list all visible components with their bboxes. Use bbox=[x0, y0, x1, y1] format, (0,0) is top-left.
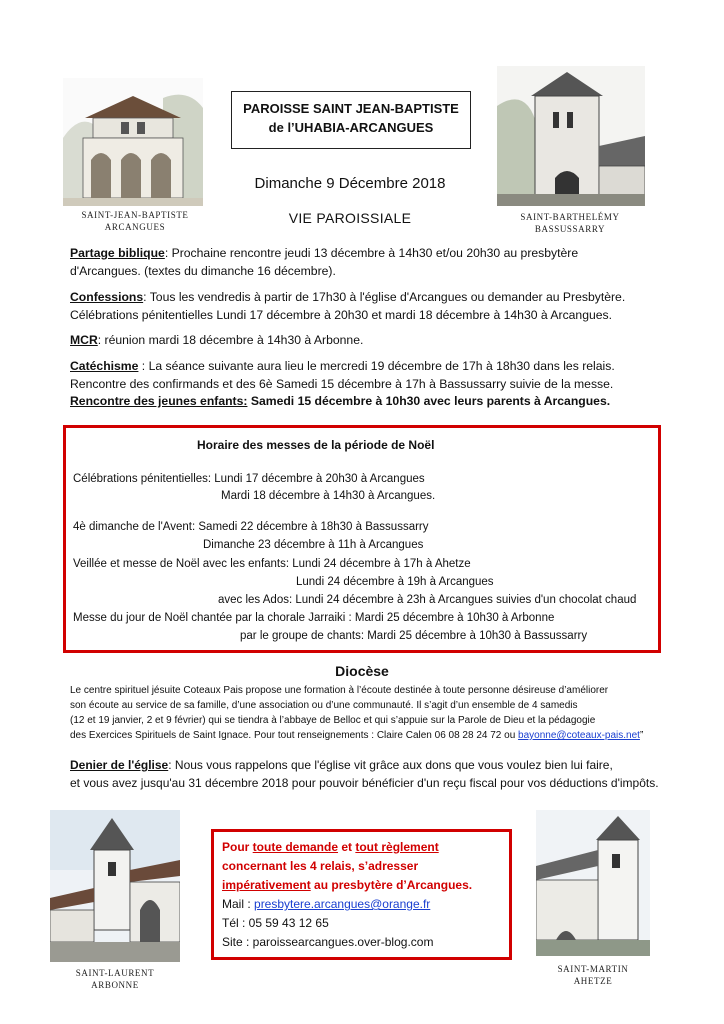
contact-box bbox=[211, 829, 512, 960]
jeunes-label: Rencontre des jeunes enfants: bbox=[70, 394, 248, 408]
diocese-line2: son écoute au service de sa famille, d’une association ou d’une communauté. Il s’agit d’un ensemble de 4 samedis bbox=[70, 700, 578, 711]
caption-line2: ARCANGUES bbox=[104, 222, 166, 232]
denier-text1: : Nous vous rappelons que l'église vit grâce aux dons que vous voulez bien lui faire, bbox=[168, 758, 613, 772]
caption-line1: SAINT-LAURENT bbox=[75, 968, 155, 978]
contact-pour: Pour bbox=[222, 840, 253, 854]
catechisme-label: Catéchisme bbox=[70, 359, 139, 373]
parish-title-line2: de l’UHABIA-ARCANGUES bbox=[268, 120, 434, 135]
caption-line2: BASSUSSARRY bbox=[534, 224, 606, 234]
church-photo-saint-martin bbox=[536, 810, 650, 956]
contact-line1 bbox=[222, 838, 501, 857]
schedule-line: 4è dimanche de l'Avent: Samedi 22 décembre à 18h30 à Bassussarry bbox=[73, 521, 429, 533]
catechisme-text2: Rencontre des confirmands et des 6è Samedi 15 décembre à 17h à Bassussarry suivie de la messe. bbox=[70, 376, 614, 391]
mcr bbox=[70, 332, 670, 350]
contact-line3-end: au presbytère d’Arcangues. bbox=[310, 878, 473, 892]
partage-label: Partage biblique bbox=[70, 246, 165, 260]
schedule-line: Messe du jour de Noël chantée par la chorale Jarraiki : Mardi 25 décembre à 10h30 à Arbonne bbox=[73, 612, 555, 624]
schedule-line: Mardi 18 décembre à 14h30 à Arcangues. bbox=[221, 490, 436, 502]
church-photo-saint-jean-baptiste bbox=[63, 78, 203, 206]
jeunes-text: Samedi 15 décembre à 10h30 avec leurs parents à Arcangues. bbox=[247, 394, 611, 408]
mcr-text: : réunion mardi 18 décembre à 14h30 à Arbonne. bbox=[97, 333, 364, 347]
caption-line2: AHETZE bbox=[573, 976, 613, 986]
diocese-paragraph bbox=[70, 683, 670, 743]
schedule-line: Veillée et messe de Noël avec les enfants: Lundi 24 décembre à 17h à Ahetze bbox=[73, 558, 471, 570]
contact-tout-reglement: tout règlement bbox=[355, 840, 439, 854]
mcr-label: MCR bbox=[70, 333, 98, 347]
diocese-line4: des Exercices Spirituels de Saint Ignace. Pour tout renseignements : Claire Calen 06 08 28 24 72 ou bbox=[70, 730, 519, 741]
diocese-email-link[interactable]: bayonne@coteaux-pais.net bbox=[518, 730, 640, 741]
denier-label: Denier de l'église bbox=[70, 758, 169, 772]
catechisme-text1: : La séance suivante aura lieu le mercredi 19 décembre de 17h à 18h30 dans les relais. bbox=[138, 359, 615, 373]
confessions-text2: Célébrations pénitentielles Lundi 17 décembre à 20h30 et mardi 18 décembre à 14h30 à Arcangues. bbox=[70, 307, 613, 322]
denier-eglise bbox=[70, 757, 670, 792]
diocese-line1: Le centre spirituel jésuite Coteaux Pais propose une formation à l’écoute destinée à toute personne désireuse d’améliorer bbox=[70, 685, 609, 696]
caption-line1: SAINT-BARTHELÉMY bbox=[520, 212, 620, 222]
caption-bottom-left bbox=[35, 967, 195, 991]
contact-toute-demande: toute demande bbox=[252, 840, 339, 854]
section-heading: VIE PAROISSIALE bbox=[288, 210, 412, 226]
confessions-label: Confessions bbox=[70, 290, 144, 304]
caption-line1: SAINT-MARTIN bbox=[557, 964, 629, 974]
catechisme bbox=[70, 358, 670, 411]
diocese-line3: (12 et 19 janvier, 2 et 9 février) qui se tiendra à l’abbaye de Belloc et qui s’appuie sur la Parole de Dieu et la pédagogie bbox=[70, 715, 596, 726]
diocese-heading: Diocèse bbox=[335, 663, 389, 679]
caption-line1: SAINT-JEAN-BAPTISTE bbox=[81, 210, 189, 220]
mail-link[interactable]: presbytere.arcangues@orange.fr bbox=[254, 897, 431, 911]
church-photo-saint-laurent bbox=[50, 810, 180, 962]
parish-title-line1: PAROISSE SAINT JEAN-BAPTISTE bbox=[243, 101, 459, 116]
schedule-line: par le groupe de chants: Mardi 25 décembre à 10h30 à Bassussarry bbox=[240, 630, 588, 642]
caption-line2: ARBONNE bbox=[91, 980, 139, 990]
contact-line2: concernant les 4 relais, s’adresser bbox=[222, 859, 419, 873]
parish-title-box bbox=[231, 91, 471, 149]
partage-text1: : Prochaine rencontre jeudi 13 décembre à 14h30 et/ou 20h30 au presbytère bbox=[164, 246, 579, 260]
contact-et: et bbox=[338, 840, 356, 854]
denier-text2: et vous avez jusqu'au 31 décembre 2018 pour pouvoir bénéficier d'un reçu fiscal pour vos déductions d'impôts. bbox=[70, 775, 659, 790]
schedule-line: Lundi 24 décembre à 19h à Arcangues bbox=[296, 576, 494, 588]
schedule-line: Dimanche 23 décembre à 11h à Arcangues bbox=[203, 539, 424, 551]
date-heading: Dimanche 9 Décembre 2018 bbox=[254, 175, 446, 192]
caption-top-left bbox=[55, 209, 215, 233]
schedule-line: avec les Ados: Lundi 24 décembre à 23h à Arcangues suivies d'un chocolat chaud bbox=[218, 594, 637, 606]
caption-bottom-right bbox=[513, 963, 673, 987]
contact-tel: Tél : 05 59 43 12 65 bbox=[222, 916, 329, 930]
mail-label: Mail : bbox=[222, 897, 255, 911]
schedule-heading: Horaire des messes de la période de Noël bbox=[197, 438, 435, 452]
contact-mail bbox=[222, 895, 501, 914]
contact-site: Site : paroissearcangues.over-blog.com bbox=[222, 935, 434, 949]
partage-biblique bbox=[70, 245, 670, 280]
contact-line3 bbox=[222, 876, 501, 895]
caption-top-right bbox=[490, 211, 650, 235]
christmas-schedule-box bbox=[63, 425, 661, 653]
diocese-line4-end: ” bbox=[639, 730, 644, 741]
church-photo-saint-barthelemy bbox=[497, 66, 645, 206]
partage-text2: d'Arcangues. (textes du dimanche 16 décembre). bbox=[70, 263, 336, 278]
schedule-line: Célébrations pénitentielles: Lundi 17 décembre à 20h30 à Arcangues bbox=[73, 473, 425, 485]
contact-imperativement: impérativement bbox=[222, 878, 311, 892]
confessions-text1: : Tous les vendredis à partir de 17h30 à l'église d'Arcangues ou demander au Presbytère. bbox=[143, 290, 626, 304]
confessions bbox=[70, 289, 670, 324]
